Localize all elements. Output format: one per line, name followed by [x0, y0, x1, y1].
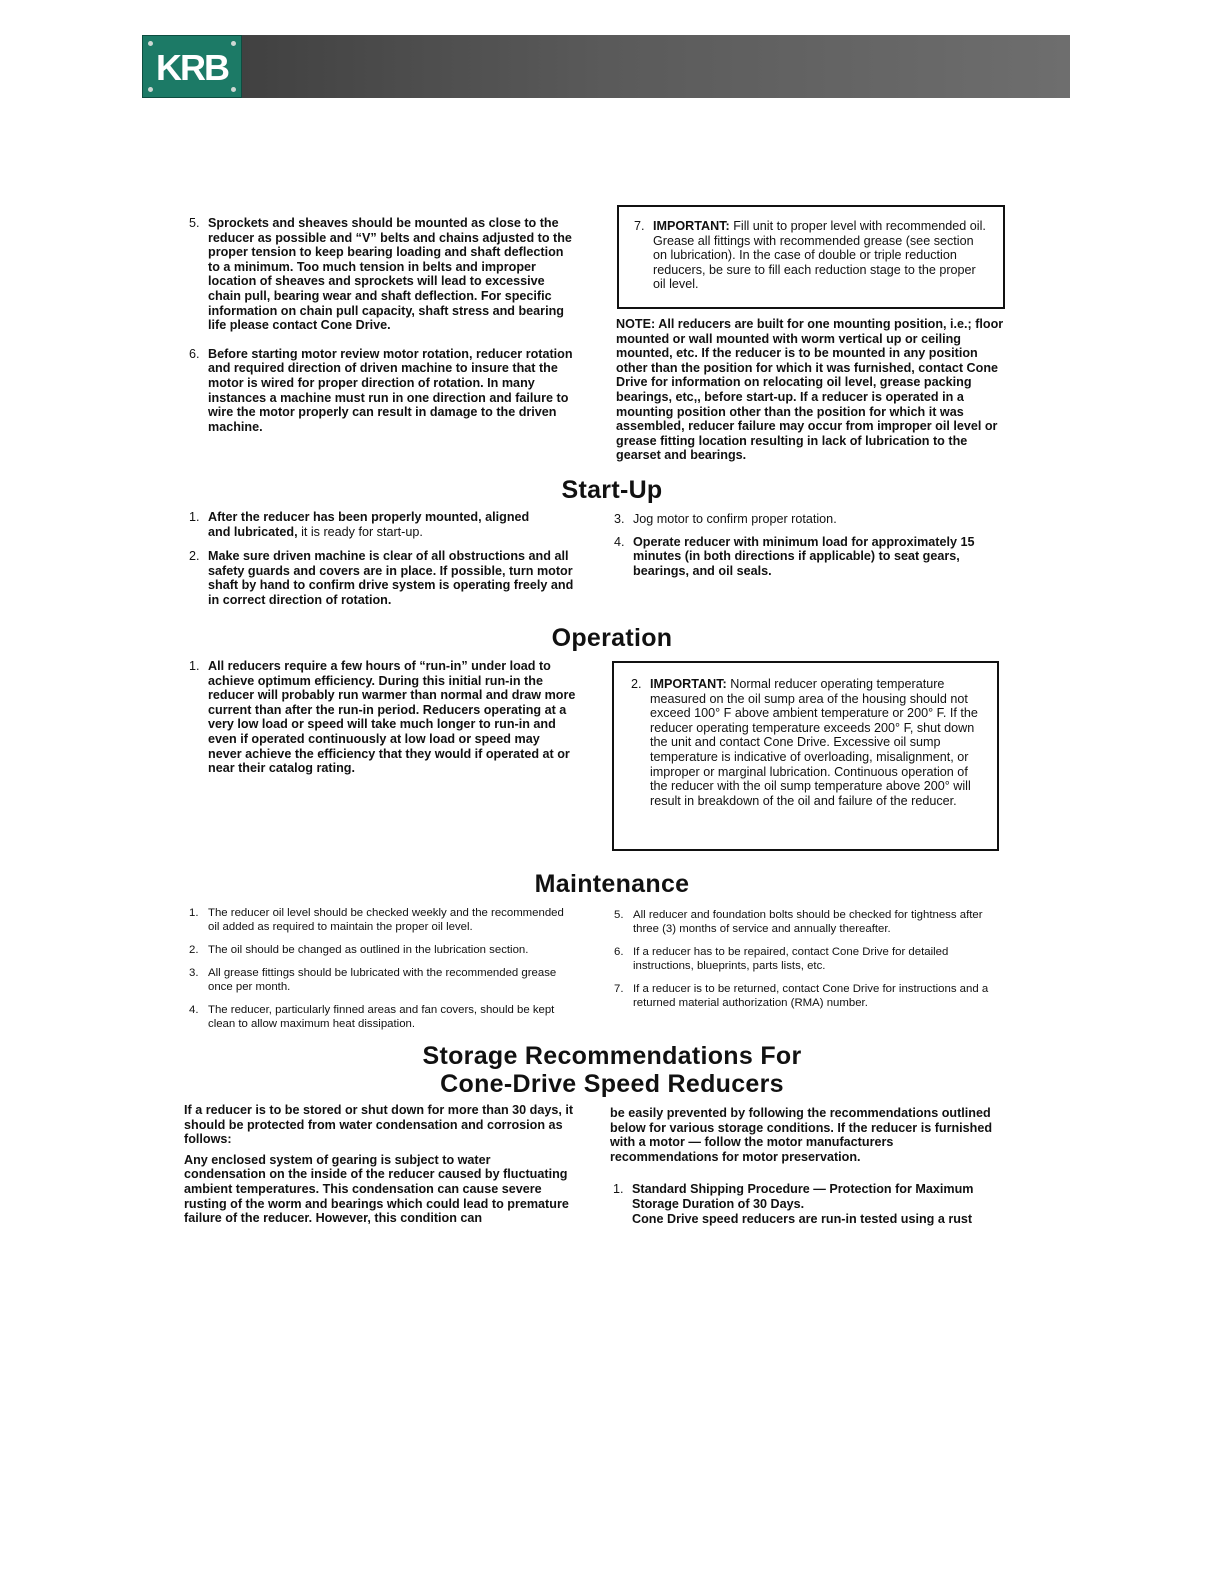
maintenance-left-column	[186, 906, 578, 1040]
list-item: 2. The oil should be changed as outlined in the lubrication section.	[189, 944, 529, 956]
storage-left-column	[184, 1103, 574, 1226]
section-title-startup: Start-Up	[561, 476, 663, 504]
list-item: 5. Sprockets and sheaves should be mounted as close to the reducer as possible and “V” belts and chains adjusted to the proper tension to keep bearing loading and shaft deflection to a minimum. Too much tension in belts and improper location of sheaves and sprockets will lead to excessive chain pull, bearing wear and shaft deflection. For specific information on chain pull capacity, shaft stress and bearing life please contact Cone Drive.	[189, 216, 572, 333]
list-item: 2. IMPORTANT: Normal reducer operating temperature measured on the oil sump area of the housing should not exceed 100° F above ambient temperature or 200° F. If the reducer operating temperature exceeds 200° F, shut down the unit and contact Cone Drive. Excessive oil sump temperature is indicative of overloading, misalignment, or improper or marginal lubrication. Continuous operation of the reducer with the oil sump temperature above 200° will result in breakdown of the oil and failure of the reducer.	[631, 677, 978, 808]
operation-left-column	[186, 659, 576, 786]
header-bar	[142, 35, 1070, 98]
list-item: 4. Operate reducer with minimum load for approximately 15 minutes (in both directions if applicable) to seat gears, bearings, and oil seals.	[614, 534, 975, 578]
list-item: 5. All reducer and foundation bolts should be checked for tightness after three (3) months of service and annually thereafter.	[614, 909, 983, 935]
logo-rivet-icon	[148, 87, 153, 92]
storage-paragraph: If a reducer is to be stored or shut down for more than 30 days, it should be protected from water condensation and corrosion as follows:	[184, 1103, 574, 1147]
top-left-column	[186, 216, 576, 444]
section-title-storage: Storage Recommendations For Cone-Drive Speed Reducers	[422, 1042, 802, 1098]
list-item: 1. After the reducer has been properly mounted, aligned and lubricated, it is ready for start-up.	[189, 510, 530, 539]
logo-rivet-icon	[231, 41, 236, 46]
list-item: 7. If a reducer is to be returned, contact Cone Drive for instructions and a returned material authorization (RMA) number.	[614, 983, 989, 1009]
note-paragraph: NOTE: All reducers are built for one mounting position, i.e.; floor mounted or wall mounted with worm vertical up or ceiling mounted, etc. If the reducer is to be mounted in any position other than the position for which it was furnished, contact Cone Drive for information on relocating oil level, grease packing bearings, etc,, before start-up. If a reducer is operated in a mounting position other than the position for which it was assembled, reducer failure may occur from improper oil level or grease fitting location resulting in lack of lubrication to the gearset and bearings.	[616, 317, 1004, 463]
list-item: 3. All grease fittings should be lubricated with the recommended grease once per month.	[189, 967, 557, 993]
important-box-temperature	[612, 661, 999, 851]
list-item: 4. The reducer, particularly finned areas and fan covers, should be kept clean to allow maximum heat dissipation.	[189, 1004, 555, 1030]
list-item: 1. All reducers require a few hours of “run-in” under load to achieve optimum efficiency. During this initial run-in the reducer will probably run warmer than normal and draw more current than after the run-in period. Reducers operating at a very low load or speed will take much longer to run-in and even if operated continuously at low load or speed may never achieve the efficiency that they would if operated at or near their catalog rating.	[189, 659, 576, 776]
logo-rivet-icon	[231, 87, 236, 92]
list-item: 2. Make sure driven machine is clear of all obstructions and all safety guards and covers are in place. If possible, turn motor shaft by hand to confirm drive system is operating freely and in correct direction of rotation.	[189, 549, 574, 607]
storage-right-column	[610, 1106, 1002, 1236]
logo-text: KRB	[156, 47, 228, 88]
logo-rivet-icon	[148, 41, 153, 46]
storage-paragraph: be easily prevented by following the recommendations outlined below for various storage conditions. If the reducer is furnished with a motor — follow the motor manufacturers recommendations for motor preservation.	[610, 1106, 993, 1164]
list-item: 6. If a reducer has to be repaired, contact Cone Drive for detailed instructions, blueprints, parts lists, etc.	[614, 946, 949, 972]
list-item: 1. The reducer oil level should be checked weekly and the recommended oil added as required to maintain the proper oil level.	[189, 907, 564, 933]
startup-right-column	[611, 512, 1003, 588]
list-item: 7. IMPORTANT: Fill unit to proper level with recommended oil. Grease all fittings with recommended grease (see section on lubrication). In the case of double or triple reduction reducers, be sure to fill each reduction stage to the proper oil level.	[634, 219, 986, 292]
maintenance-right-column	[611, 908, 1003, 1019]
section-title-maintenance: Maintenance	[534, 870, 690, 898]
list-item: 3. Jog motor to confirm proper rotation.	[614, 512, 837, 526]
krb-logo	[142, 35, 242, 98]
storage-paragraph: Any enclosed system of gearing is subject to water condensation on the inside of the reducer caused by fluctuating ambient temperatures. This condensation can cause severe rusting of the worm and bearings which could lead to premature failure of the reducer. However, this condition can	[184, 1152, 569, 1226]
list-item: 6. Before starting motor review motor rotation, reducer rotation and required direction of driven machine to insure that the motor is wired for proper direction of rotation. In many instances a machine must run in one direction and failure to wire the motor properly can result in damage to the driven machine.	[189, 346, 573, 434]
list-item: 1. Standard Shipping Procedure — Protection for Maximum Storage Duration of 30 Days. Cone Drive speed reducers are run-in tested using a rust	[613, 1182, 974, 1226]
section-title-operation: Operation	[551, 624, 673, 652]
important-box-fill	[617, 205, 1005, 309]
startup-left-column	[186, 510, 576, 618]
